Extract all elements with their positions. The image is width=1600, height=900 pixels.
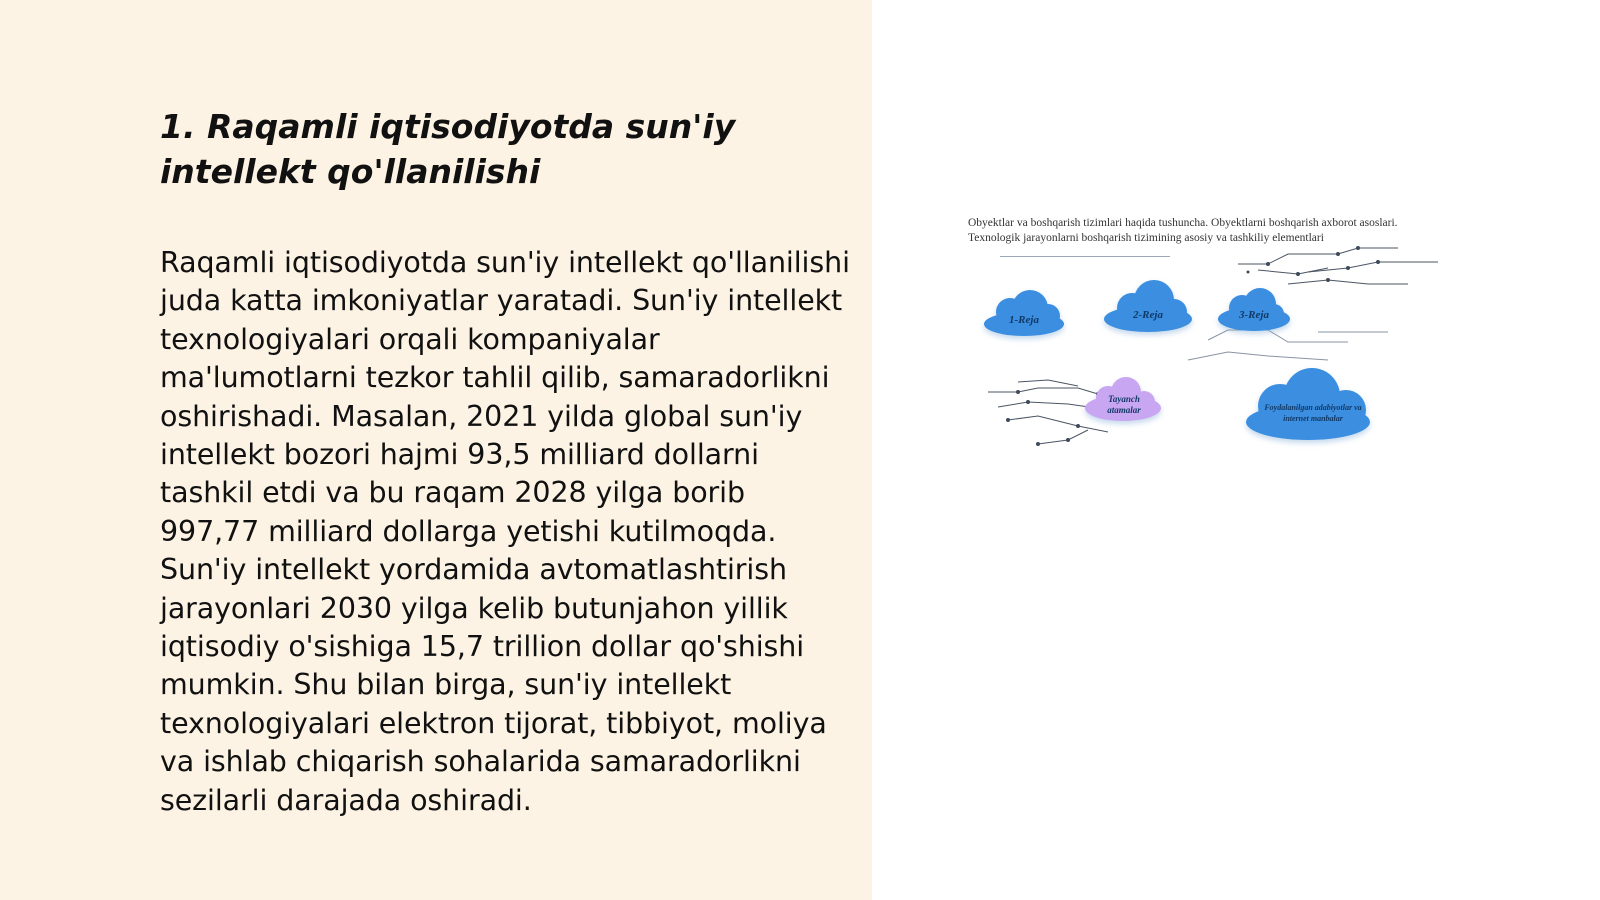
caption-underline <box>1000 256 1170 257</box>
circuit-lines-middle <box>1188 304 1388 360</box>
diagram-caption: Obyektlar va boshqarish tizimlari haqida tushuncha. Obyektlarni boshqarish axborot asoslari. Texnologik jarayonlarni boshqarish tizimining asosiy va tashkiliy elementlari <box>968 217 1398 244</box>
circuit-dots-top <box>1247 246 1381 282</box>
cloud-label-reja1: 1-Reja <box>1009 314 1039 326</box>
cloud-label-reja2: 2-Reja <box>1133 309 1163 321</box>
diagram-image <box>968 212 1458 462</box>
slide-body-text: Raqamli iqtisodiyotda sun'iy intellekt qo'llanilishi juda katta imkoniyatlar yaratadi. Sun'iy intellekt texnologiyalari orqali kompaniyalar ma'lumotlarni tezkor tahlil qilib, samaradorlikni oshirishadi. Masalan, 2021 yilda global sun'iy intellekt bozori hajmi 93,5 milliard dollarni tashkil etdi va bu raqam 2028 yilga borib 997,77 milliard dollarga yetishi kutilmoqda. Sun'iy intellekt yordamida avtomatlashtirish jarayonlari 2030 yilga kelib butunjahon yillik iqtisodiy o'sishiga 15,7 trillion dollar qo'shishi mumkin. Shu bilan birga, sun'iy intellekt texnologiyalari elektron tijorat, tibbiyot, moliya va ishlab chiqarish sohalarida samaradorlikni sezilarli darajada oshiradi. <box>160 246 850 817</box>
cloud-label-foydalanilgan: Foydalanilgan adabiyotlar va internet manbalar <box>1264 403 1362 423</box>
slide-title: 1. Raqamli iqtisodiyotda sun'iy intellekt qo'llanilishi <box>160 107 736 191</box>
cloud-label-tayanch: Tayanch atamalar <box>1107 394 1141 415</box>
cloud-reja2 <box>1104 280 1192 332</box>
circuit-graphic <box>968 212 1458 462</box>
cloud-label-reja3: 3-Reja <box>1239 309 1269 321</box>
cloud-reja1 <box>984 290 1064 336</box>
